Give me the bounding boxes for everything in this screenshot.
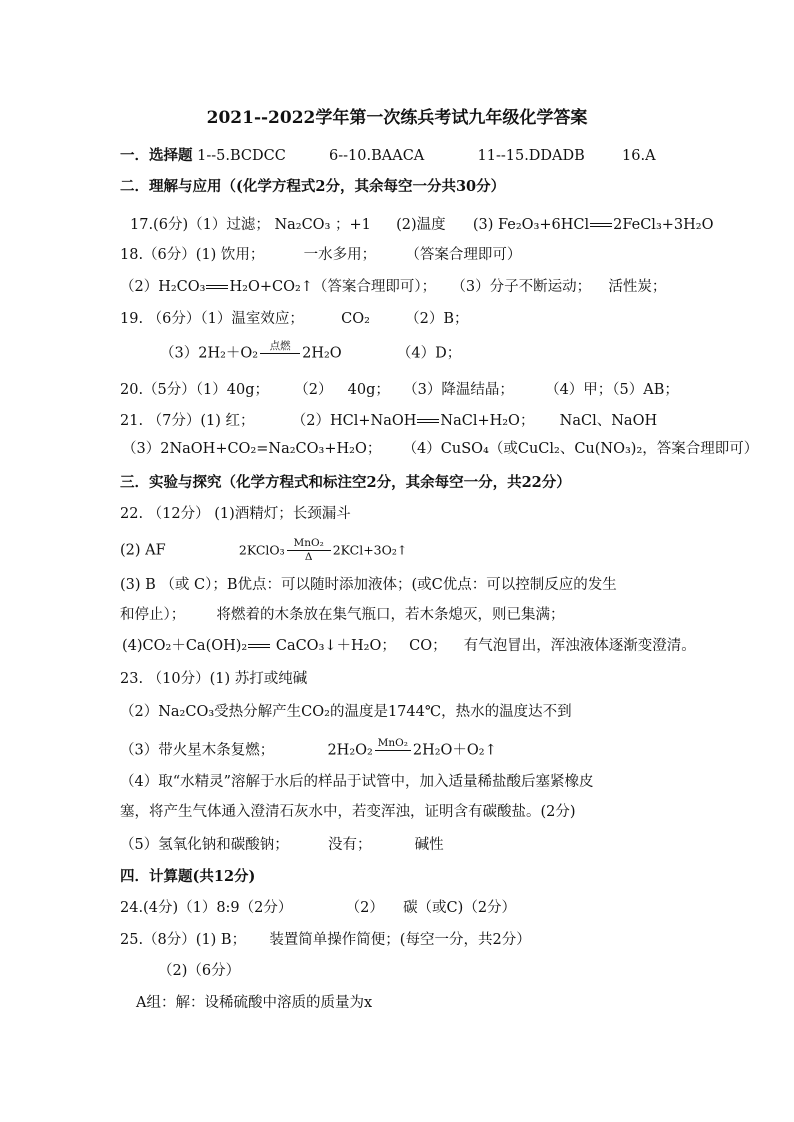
q19-part1b: CO₂ — [341, 311, 370, 327]
section-1-heading: 一．选择题 — [120, 147, 193, 164]
q22-eq-left: 2KClO₃ — [238, 542, 285, 558]
section-4-heading: 四．计算题(共12分) — [120, 868, 256, 885]
q19-line2 — [160, 341, 461, 366]
q25-part1: 25.（8分）(1) B； — [120, 932, 247, 948]
heat-label: Δ — [304, 551, 313, 563]
q21-part4: （4）CuSO₄（或CuCl₂、Cu(NO₃)₂，答案合理即可） — [402, 441, 759, 457]
section-3-heading: 三．实验与探究（化学方程式和标注空2分，其余每空一分，共22分） — [120, 474, 571, 491]
q17-formula: Na₂CO₃ — [274, 217, 331, 233]
q22-part3b: 和停止）； — [120, 607, 186, 623]
q23-line5: 塞，将产生气体通入澄清石灰水中，若变浑浊，证明含有碳酸盐。(2分) — [120, 804, 576, 820]
q21-line1 — [120, 413, 657, 430]
q22-eq-left2: (4)CO₂＋Ca(OH)₂ — [122, 638, 248, 654]
q19-part1: 19. （6分）（1）温室效应； — [120, 311, 304, 327]
q23-eq-left: 2H₂O₂ — [327, 742, 373, 759]
condition-arrow — [260, 341, 300, 366]
q22-eq-right: 2KCl+3O₂↑ — [332, 542, 408, 558]
q22-line2 — [120, 538, 407, 563]
q22-part2: (2) AF — [120, 542, 166, 559]
q22-line4 — [120, 607, 564, 624]
q24-part1: 24.(4分)（1）8:9（2分） — [120, 900, 293, 916]
q17-part3-label: (3) — [472, 217, 494, 233]
equals-sign — [206, 285, 228, 289]
q24-line — [120, 900, 516, 917]
answer-11-15: 11--15.DDADB — [477, 148, 585, 164]
answer-16: 16.A — [622, 148, 656, 164]
q25-line1 — [120, 932, 531, 949]
q22-eq-right2: CaCO₃↓＋H₂O； — [275, 638, 396, 654]
q22-line3: (3) B （或 C）；B优点：可以随时添加液体；(或C优点：可以控制反应的发生 — [120, 577, 617, 593]
q22-observation: 有气泡冒出，浑浊液体逐渐变澄清。 — [463, 638, 696, 654]
q24-part2: 碳（或C)（2分） — [403, 900, 517, 916]
q20-part3: （3）降温结晶； — [403, 382, 514, 398]
q23-line2: （2）Na₂CO₃受热分解产生CO₂的温度是1744℃，热水的温度达不到 — [120, 704, 572, 720]
answer-6-10: 6--10.BAACA — [329, 148, 425, 164]
q19-line1 — [120, 311, 469, 328]
q17-part2: (2)温度 — [396, 217, 446, 233]
q18-line2 — [120, 279, 666, 296]
q21-eq-right: NaCl+H₂O； — [440, 413, 535, 429]
q18-eq-left: （2）H₂CO₃ — [120, 279, 206, 295]
q21-part2b: NaCl、NaOH — [559, 413, 658, 429]
answer-1-5: 1--5.BCDCC — [197, 148, 286, 164]
q23-part5: （5）氢氧化钠和碳酸钠； — [120, 837, 289, 853]
q20-part1: 20.（5分）（1）40g； — [120, 382, 269, 398]
equals-sign — [248, 644, 270, 648]
q18-part3: （3）分子不断运动； — [451, 279, 592, 295]
q23-part5c: 碱性 — [414, 837, 444, 853]
q22-part3c: 将燃着的木条放在集气瓶口，若木条熄灭，则已集满； — [216, 607, 565, 623]
q24-part2-label: （2） — [345, 900, 384, 916]
q18-part1: 18.（6分）(1) 饮用； — [120, 247, 265, 263]
q20-part2: 40g； — [347, 382, 390, 398]
q19-part4: （4）D； — [396, 345, 462, 362]
condition-label: 点燃 — [269, 340, 291, 352]
q25-part1b: 装置简单操作简便；(每空一分，共2分） — [269, 932, 531, 948]
q17-eq-right: 2FeCl₃+3H₂O — [613, 217, 714, 233]
q25-line3: A组：解：设稀硫酸中溶质的质量为x — [136, 995, 373, 1011]
q23-eq-right: 2H₂O＋O₂↑ — [412, 742, 497, 759]
section-2-heading: 二．理解与应用（(化学方程式2分，其余每空一分共30分） — [120, 178, 506, 195]
q21-part1: 21. （7分）(1) 红； — [120, 413, 255, 429]
q18-part3b: 活性炭； — [608, 279, 667, 295]
q18-part1b: 一水多用； — [303, 247, 377, 263]
catalyst-label: MnO₂ — [293, 537, 324, 549]
q20-part2-label: （2） — [294, 382, 333, 398]
q18-eq-right: H₂O+CO₂↑（答案合理即可）； — [229, 279, 437, 295]
q19-part2: （2）B； — [405, 311, 469, 327]
equals-sign — [590, 223, 612, 227]
q19-eq-left: （3）2H₂＋O₂ — [160, 345, 259, 362]
equals-sign — [417, 419, 439, 423]
q21-part3: （3）2NaOH+CO₂=Na₂CO₃+H₂O； — [122, 441, 382, 457]
q18-note: （答案合理即可） — [405, 247, 522, 263]
condition-arrow — [287, 538, 331, 563]
q23-part5b: 没有； — [327, 837, 372, 853]
q18-line1 — [120, 247, 521, 264]
q21-eq-left: （2）HCl+NaOH — [291, 413, 417, 429]
condition-arrow — [375, 738, 411, 763]
q17-line — [130, 217, 713, 234]
page-title: 2021--2022学年第一次练兵考试九年级化学答案 — [206, 108, 588, 128]
q20-part4-5: （4）甲；（5）AB； — [545, 382, 679, 398]
q19-eq-right: 2H₂O — [302, 345, 342, 362]
q17-valence: ；+1 — [335, 217, 371, 233]
q23-line1: 23. （10分）(1) 苏打或纯碱 — [120, 671, 308, 687]
q17-eq-left: Fe₂O₃+6HCl — [498, 217, 590, 233]
q22-line1: 22. （12分） (1)酒精灯；长颈漏斗 — [120, 506, 351, 522]
catalyst-label: MnO₂ — [377, 737, 409, 749]
q22-co: CO； — [409, 638, 447, 654]
q23-part3: （3）带火星木条复燃； — [120, 742, 275, 759]
q23-line3 — [120, 738, 497, 763]
q17-part1: 17.(6分)（1）过滤； — [130, 217, 270, 233]
section-1-line — [120, 147, 656, 165]
q22-line5 — [122, 638, 696, 655]
q25-line2: （2)（6分） — [158, 963, 241, 979]
q23-line4: （4）取“水精灵”溶解于水后的样品于试管中，加入适量稀盐酸后塞紧橡皮 — [120, 774, 594, 790]
q20-line — [120, 382, 679, 399]
q23-line6 — [120, 837, 444, 854]
q21-line2 — [122, 441, 758, 458]
